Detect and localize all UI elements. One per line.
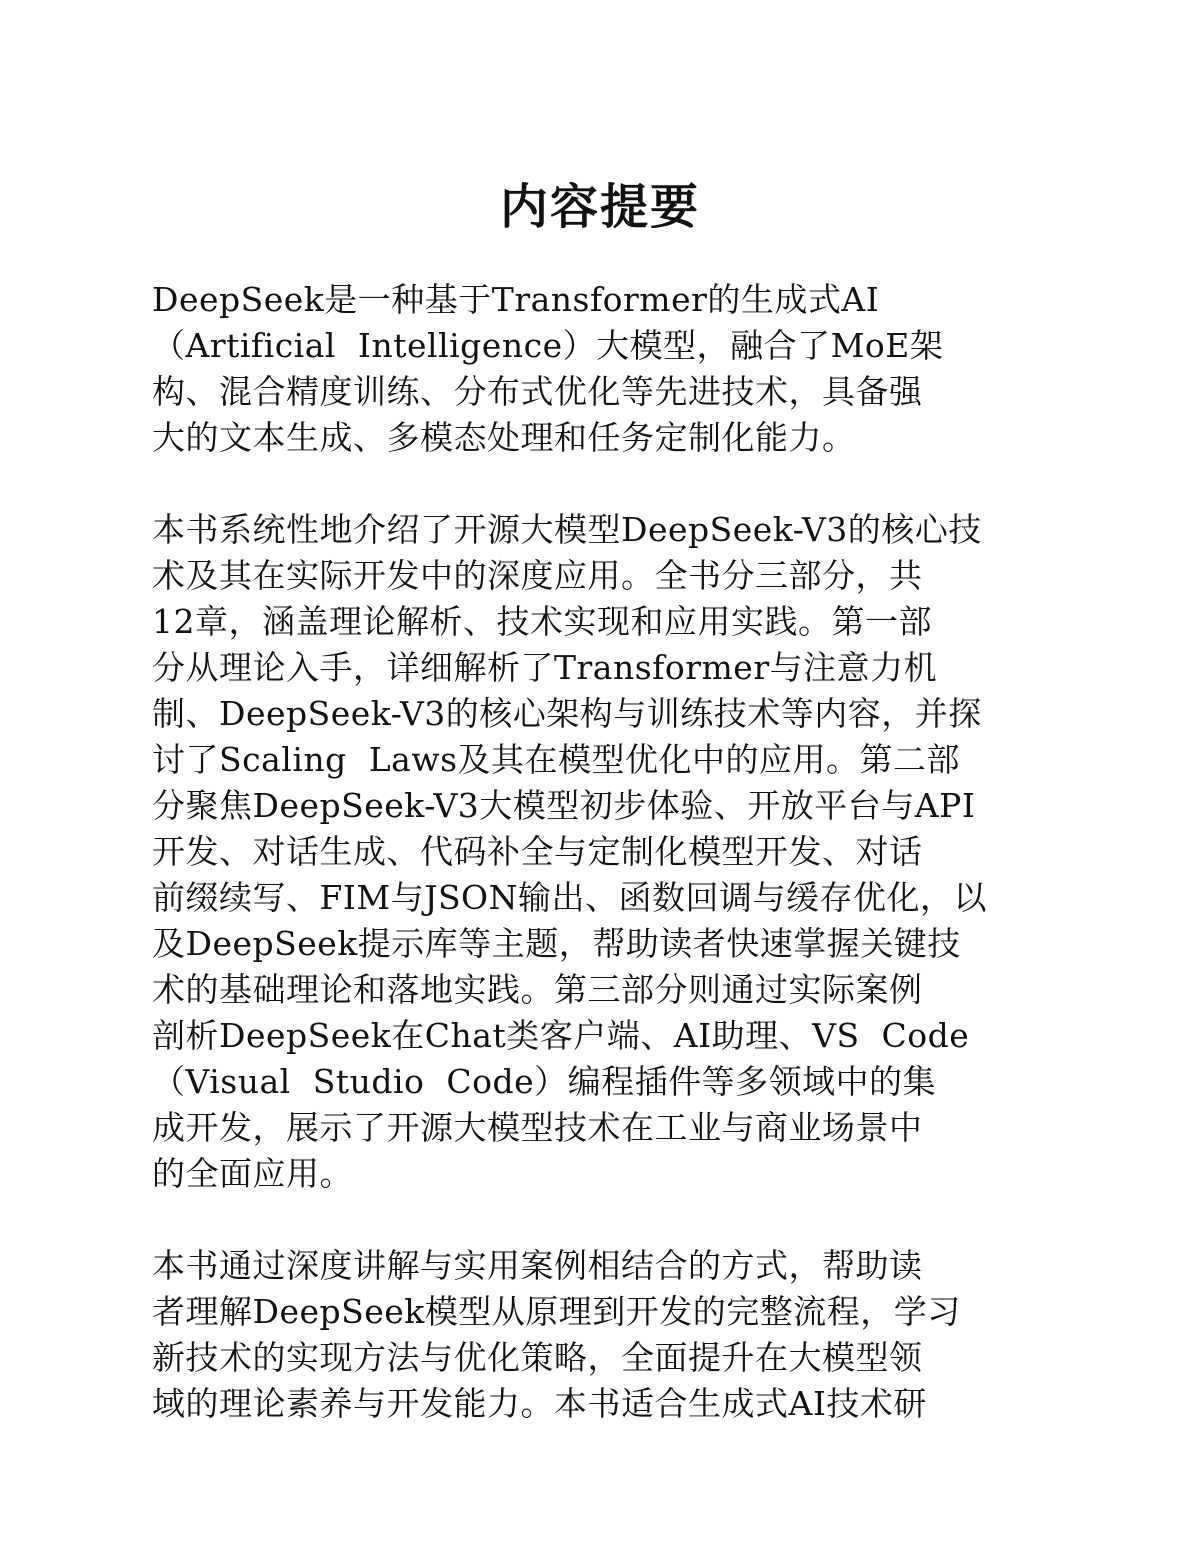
paragraph-3 xyxy=(152,1243,1052,1427)
text-line: 术及其在实际开发中的深度应用。全书分三部分，共 xyxy=(152,556,923,595)
text-line: 讨了Scaling Laws及其在模型优化中的应用。第二部 xyxy=(152,740,960,779)
text-line: 12章，涵盖理论解析、技术实现和应用实践。第一部 xyxy=(152,602,932,641)
paragraph-1 xyxy=(152,277,1052,461)
text-line: 大的文本生成、多模态处理和任务定制化能力。 xyxy=(152,418,856,457)
page-title: 内容提要 xyxy=(499,179,700,235)
text-line: 制、DeepSeek-V3的核心架构与训练技术等内容，并探 xyxy=(152,694,982,733)
document-body xyxy=(152,277,1052,1473)
text-line: 前缀续写、FIM与JSON输出、函数回调与缓存优化，以 xyxy=(152,878,987,917)
text-line: 新技术的实现方法与优化策略，全面提升在大模型领 xyxy=(152,1338,923,1377)
text-line: 成开发，展示了开源大模型技术在工业与商业场景中 xyxy=(152,1108,923,1147)
text-line: DeepSeek是一种基于Transformer的生成式AI xyxy=(152,280,880,319)
text-line: 本书通过深度讲解与实用案例相结合的方式，帮助读 xyxy=(152,1246,923,1285)
text-line: 分从理论入手，详细解析了Transformer与注意力机 xyxy=(152,648,938,687)
text-line: 剖析DeepSeek在Chat类客户端、AI助理、VS Code xyxy=(152,1016,970,1055)
text-line: 术的基础理论和落地实践。第三部分则通过实际案例 xyxy=(152,970,923,1009)
text-line: （Artificial Intelligence）大模型，融合了MoE架 xyxy=(152,326,944,365)
text-line: 域的理论素养与开发能力。本书适合生成式AI技术研 xyxy=(152,1384,927,1423)
text-line: （Visual Studio Code）编程插件等多领域中的集 xyxy=(152,1062,937,1101)
text-line: 分聚焦DeepSeek-V3大模型初步体验、开放平台与API xyxy=(152,786,976,825)
text-line: 构、混合精度训练、分布式优化等先进技术，具备强 xyxy=(152,372,923,411)
text-line: 者理解DeepSeek模型从原理到开发的完整流程，学习 xyxy=(152,1292,961,1331)
text-line: 及DeepSeek提示库等主题，帮助读者快速掌握关键技 xyxy=(152,924,961,963)
text-line: 的全面应用。 xyxy=(152,1154,353,1193)
text-line: 本书系统性地介绍了开源大模型DeepSeek-V3的核心技 xyxy=(152,510,982,549)
paragraph-2 xyxy=(152,507,1052,1197)
text-line: 开发、对话生成、代码补全与定制化模型开发、对话 xyxy=(152,832,923,871)
